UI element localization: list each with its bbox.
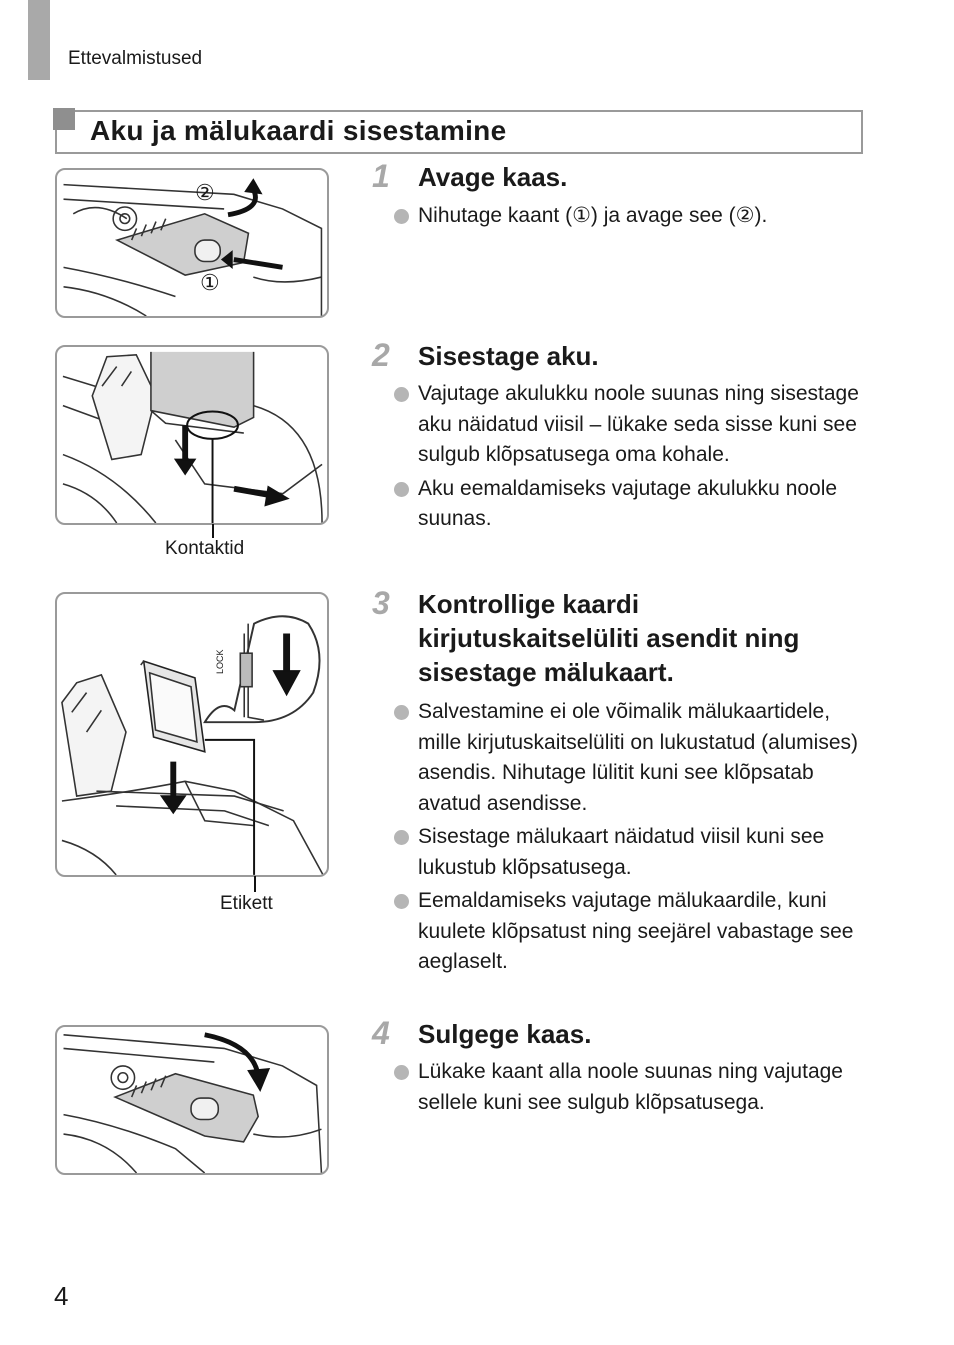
label-leader-line [254,876,256,892]
step-number: 3 [372,585,390,621]
bullet-dot [394,482,409,497]
list-item: Sisestage mälukaart näidatud viisil kuni see lukustub klõpsatusega. [392,822,862,883]
bullet-dot [394,387,409,402]
page-title: Aku ja mälukaardi sisestamine [90,115,507,146]
list-item: Nihutage kaant (①) ja avage see (②). [392,201,862,232]
bullet-list [392,201,862,235]
page-edge-tab [28,0,50,80]
bullet-list [392,697,862,981]
step-1 [372,160,862,240]
bullet-dot [394,830,409,845]
page-number: 4 [54,1281,69,1311]
contacts-leader-line [212,524,214,538]
list-item: Aku eemaldamiseks vajutage akulukku noole suunas. [392,474,862,535]
step-number: 2 [372,337,390,373]
step-heading: Sisestage aku. [418,341,599,371]
bullet-dot [394,1065,409,1080]
step1-marker-1: ① [200,270,220,295]
bullet-dot [394,209,409,224]
illustration-insert-battery [55,345,329,525]
bullet-list [392,1057,862,1121]
illustration-open-cover [55,168,329,318]
illustration-close-cover [55,1025,329,1175]
list-item: Lükake kaant alla noole suunas ning vajutage sellele kuni see sulgub klõpsatusega. [392,1057,862,1118]
bullet-dot [394,705,409,720]
bullet-dot [394,894,409,909]
contacts-caption: Kontaktid [165,538,245,559]
step1-marker-2: ② [195,180,215,205]
list-item: Vajutage akulukku noole suunas ning sisestage aku näidatud viisil – lükake seda sisse kuni see sulgub klõpsatusega oma kohale. [392,379,862,471]
step-4 [372,1017,862,1157]
bullet-list [392,379,862,538]
step-heading: Sulgege kaas. [418,1019,592,1049]
label-caption: Etikett [220,893,273,914]
section-label: Ettevalmistused [68,48,203,69]
step-number: 1 [372,158,390,194]
title-marker-square [53,108,75,130]
list-item: Eemaldamiseks vajutage mälukaardile, kuni kuulete klõpsatust ning seejärel vabastage see aeglaselt. [392,886,862,978]
lock-label: LOCK [215,649,225,674]
list-item: Salvestamine ei ole võimalik mälukaartidele, mille kirjutuskaitselüliti on lukustatud (alumises) asendis. Nihutage lülitit kuni see klõpsatab avatud asendisse. [392,697,862,819]
step-heading: Avage kaas. [418,162,568,192]
step-3 [372,587,862,1012]
step-2 [372,339,862,569]
step-heading: Kontrollige kaardi kirjutuskaitselüliti asendit ning sisestage mälukaart. [418,589,800,687]
step-number: 4 [372,1015,390,1051]
illustration-insert-card [55,592,329,877]
